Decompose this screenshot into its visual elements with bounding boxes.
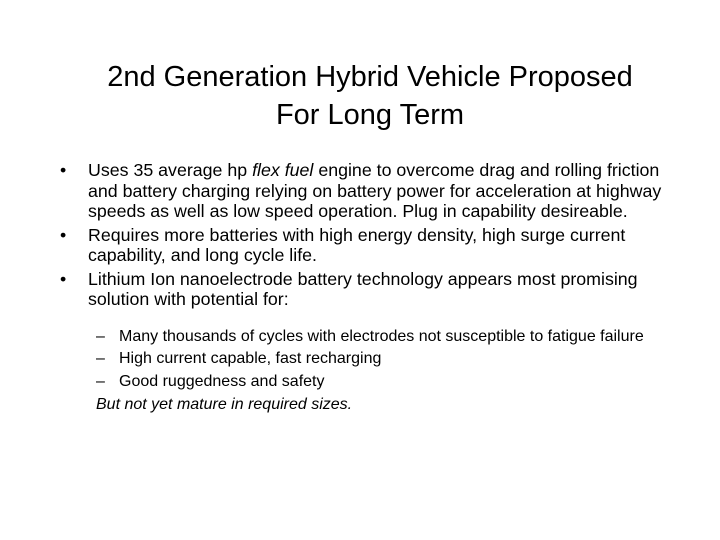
sub-bullet-item bbox=[96, 328, 680, 347]
bullet-item bbox=[60, 225, 680, 266]
sub-bullet-item bbox=[96, 350, 680, 369]
title-line-1: 2nd Generation Hybrid Vehicle Proposed bbox=[107, 61, 633, 93]
slide-body bbox=[60, 160, 680, 415]
bullet-mark: • bbox=[60, 160, 67, 180]
title-line-2: For Long Term bbox=[275, 99, 465, 131]
bullet-item bbox=[60, 160, 680, 222]
closing-note: But not yet mature in required sizes. bbox=[96, 396, 353, 413]
bullet-item bbox=[60, 269, 680, 310]
sub-bullet-text: Good ruggedness and safety bbox=[119, 372, 325, 390]
bullet-mark: • bbox=[60, 268, 67, 289]
bullet-text-pre: Uses 35 average hp bbox=[88, 160, 253, 180]
dash-mark: – bbox=[96, 327, 105, 345]
bullet-text-emphasis: flex fuel bbox=[252, 160, 314, 180]
slide-title bbox=[60, 58, 680, 134]
bullet-text: Lithium Ion nanoelectrode battery technology appears most promising solution with potential for: bbox=[88, 268, 638, 309]
dash-mark: – bbox=[96, 350, 105, 367]
sub-bullet-text: High current capable, fast recharging bbox=[119, 350, 382, 367]
sub-bullet-item bbox=[96, 373, 680, 392]
bullet-text: Requires more batteries with high energy density, high surge current capability, and long cycle life. bbox=[88, 224, 626, 265]
bullet-mark: • bbox=[60, 224, 67, 245]
sub-bullet-text: Many thousands of cycles with electrodes not susceptible to fatigue failure bbox=[119, 327, 644, 345]
bullet-text-post: engine to overcome drag and rolling friction and battery charging relying on battery power for acceleration at highway speeds as well as low speed operation. Plug in capability desireable. bbox=[88, 160, 662, 221]
sub-bullet-list bbox=[60, 328, 680, 392]
dash-mark: – bbox=[96, 372, 105, 390]
